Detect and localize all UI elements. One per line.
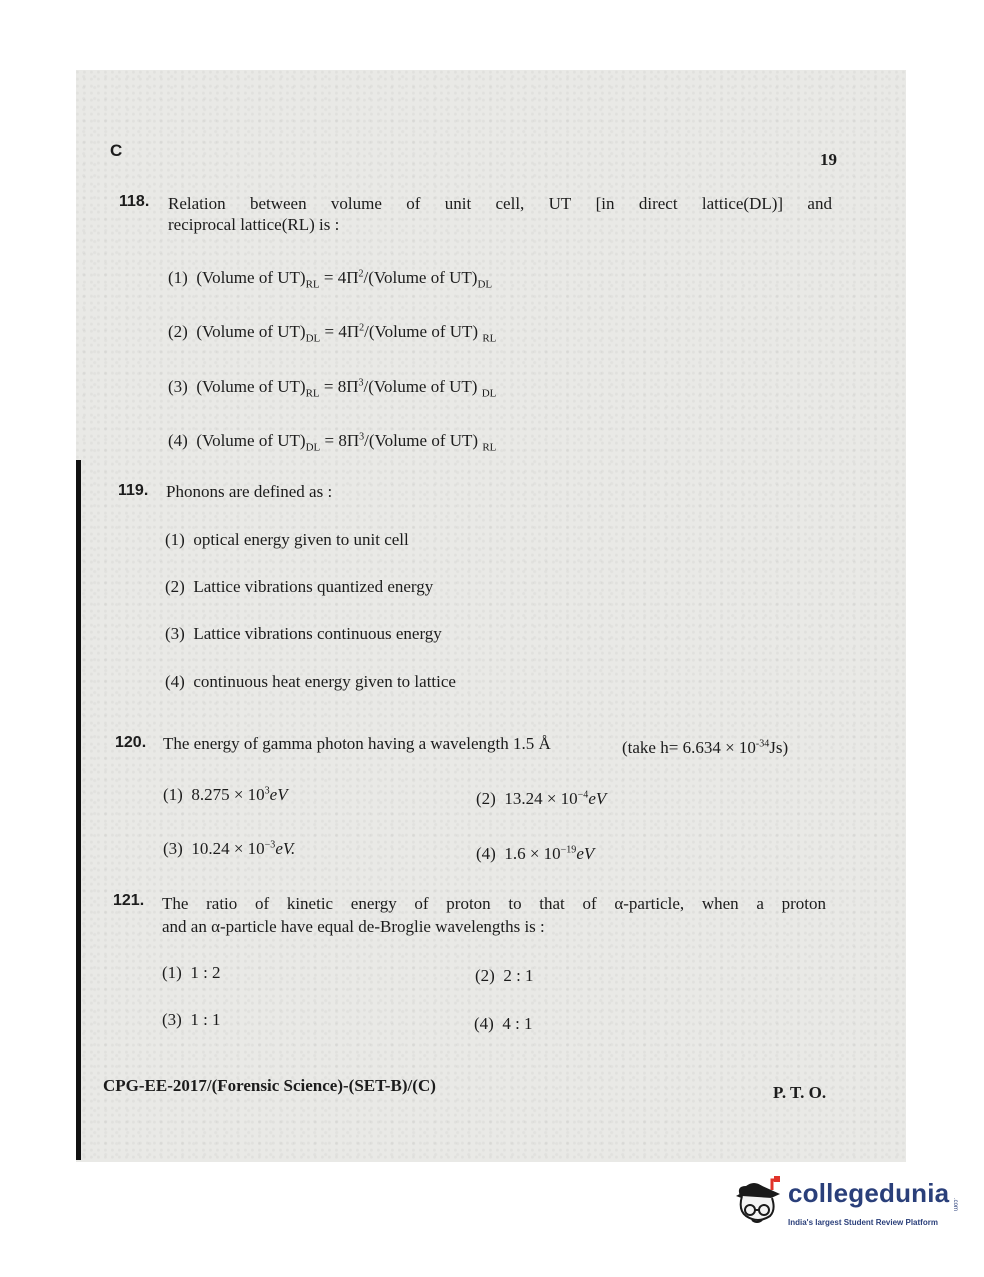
option-4: (4) (Volume of $UT)_{DL}$ = $8\Pi^3/(Volume$ of UT) $_{RL}$ bbox=[168, 431, 497, 454]
option-3: (3) 1 : 1 bbox=[162, 1010, 221, 1029]
mascot-icon bbox=[728, 1174, 786, 1230]
question-text-line2: reciprocal lattice(RL) is : bbox=[168, 215, 340, 234]
question-number: 121. bbox=[113, 892, 145, 909]
option-3: (3) $10.24 \times 10^{-3}eV$. bbox=[163, 839, 296, 858]
question-text-line1: Relation between volume of unit cell, UT [in direct lattice(DL)] and bbox=[168, 194, 832, 213]
question-text-line2: and an α-particle have equal de-Broglie wavelengths is : bbox=[162, 917, 545, 936]
question-number: 119. bbox=[118, 482, 149, 499]
option-2: (2) 2 : 1 bbox=[475, 966, 534, 985]
option-2: (2) $13.24 \times 10^{-4}eV$ bbox=[476, 789, 607, 808]
option-3: (3) Lattice vibrations continuous energy bbox=[165, 624, 442, 643]
option-2: (2) (Volume of $UT)_{DL}$ = $4\Pi^2/(Volume$ of UT) $_{RL}$ bbox=[168, 322, 497, 345]
logo-domain: .com bbox=[952, 1198, 958, 1212]
question-text-line1: The ratio of kinetic energy of proton to that of α-particle, when a proton bbox=[162, 894, 826, 913]
question-text: Phonons are defined as : bbox=[166, 482, 333, 501]
logo-tagline: India's largest Student Review Platform bbox=[788, 1218, 938, 1227]
logo-wordmark: collegedunia bbox=[788, 1178, 950, 1208]
page-number: 19 bbox=[820, 150, 837, 169]
option-1: (1) 1 : 2 bbox=[162, 963, 221, 982]
given-constant: (take $h= 6.634 \times 10^{-34}Js$) bbox=[622, 738, 789, 757]
option-3: (3) (Volume of $UT)_{RL}$ = $8\Pi^3/(Volume$ of UT) $_{DL}$ bbox=[168, 377, 497, 400]
collegedunia-logo bbox=[728, 1174, 958, 1232]
option-1: (1) optical energy given to unit cell bbox=[165, 530, 409, 549]
option-4: (4) $1.6 \times 10^{-19}eV$ bbox=[476, 844, 595, 863]
page-turn-over: P. T. O. bbox=[773, 1083, 827, 1102]
paper-code: CPG-EE-2017/(Forensic Science)-(SET-B)/(C) bbox=[103, 1076, 436, 1095]
option-1: (1) (Volume of $UT)_{RL}$ = $4\Pi^2/(Volume$ of $UT)_{DL}$ bbox=[168, 268, 493, 291]
binding-edge bbox=[76, 460, 81, 1160]
set-letter: C bbox=[110, 141, 123, 160]
option-2: (2) Lattice vibrations quantized energy bbox=[165, 577, 434, 596]
question-number: 118. bbox=[119, 193, 150, 210]
question-number: 120. bbox=[115, 734, 147, 751]
option-4: (4) 4 : 1 bbox=[474, 1014, 533, 1033]
question-text: The energy of gamma photon having a wavelength 1.5 Å bbox=[163, 734, 551, 753]
option-4: (4) continuous heat energy given to lattice bbox=[165, 672, 456, 691]
option-1: (1) $8.275 \times 10^3eV$ bbox=[163, 785, 288, 804]
